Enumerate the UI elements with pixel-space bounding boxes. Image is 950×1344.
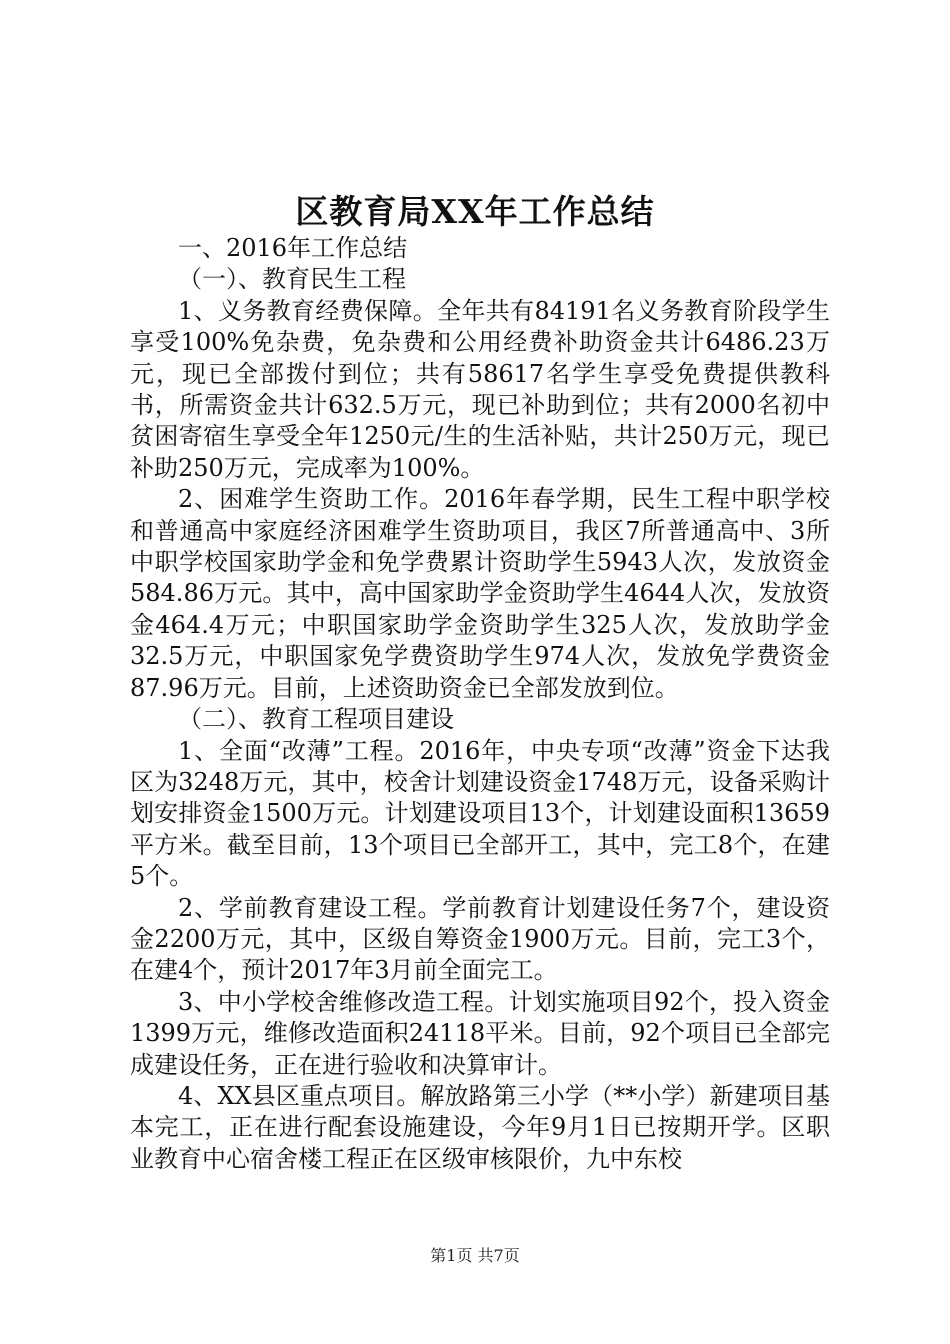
section-heading: 一、2016年工作总结 xyxy=(178,234,408,262)
paragraph: 2、学前教育建设工程。学前教育计划建设任务7个，建设资金2200万元，其中，区级自筹资金1900万元。目前，完工3个，在建4个，预计2017年3月前全面完工。 xyxy=(130,893,830,985)
paragraph: 4、XX县区重点项目。解放路第三小学（**小学）新建项目基本完工，正在进行配套设施建设，今年9月1日已按期开学。区职业教育中心宿舍楼工程正在区级审核限价，九中东校 xyxy=(130,1081,830,1173)
paragraph: 2、困难学生资助工作。2016年春学期，民生工程中职学校和普通高中家庭经济困难学生资助项目，我区7所普通高中、3所中职学校国家助学金和免学费累计资助学生5943人次，发放资金584.86万元。其中，高中国家助学金资助学生4644人次，发放资金464.4万元；中职国家助学金资助学生325人次，发放助学金32.5万元，中职国家免学费资助学生974人次，发放免学费资金87.96万元。目前，上述资助资金已全部发放到位。 xyxy=(130,485,830,702)
paragraph: 1、义务教育经费保障。全年共有84191名义务教育阶段学生享受100%免杂费，免杂费和公用经费补助资金共计6486.23万元，现已全部拨付到位；共有58617名学生享受免费提供教科书，所需资金共计632.5万元，现已补助到位；共有2000名初中贫困寄宿生享受全年1250元/生的生活补贴，共计250万元，现已补助250万元，完成率为100%。 xyxy=(130,296,830,482)
subsection-heading: （一）、教育民生工程 xyxy=(178,265,406,294)
paragraph: 1、全面“改薄”工程。2016年，中央专项“改薄”资金下达我区为3248万元，其中，校舍计划建设资金1748万元，设备采购计划安排资金1500万元。计划建设项目13个，计划建设面积13659平方米。截至目前，13个项目已全部开工，其中，完工8个，在建5个。 xyxy=(130,736,830,891)
page-number-footer: 第1页 共7页 xyxy=(430,1246,520,1265)
document-body xyxy=(130,233,830,1175)
subsection-heading: （二）、教育工程项目建设 xyxy=(178,705,454,734)
paragraph: 3、中小学校舍维修改造工程。计划实施项目92个，投入资金1399万元，维修改造面积24118平米。目前，92个项目已全部完成建设任务，正在进行验收和决算审计。 xyxy=(130,987,830,1079)
document-title: 区教育局XX年工作总结 xyxy=(295,192,655,231)
